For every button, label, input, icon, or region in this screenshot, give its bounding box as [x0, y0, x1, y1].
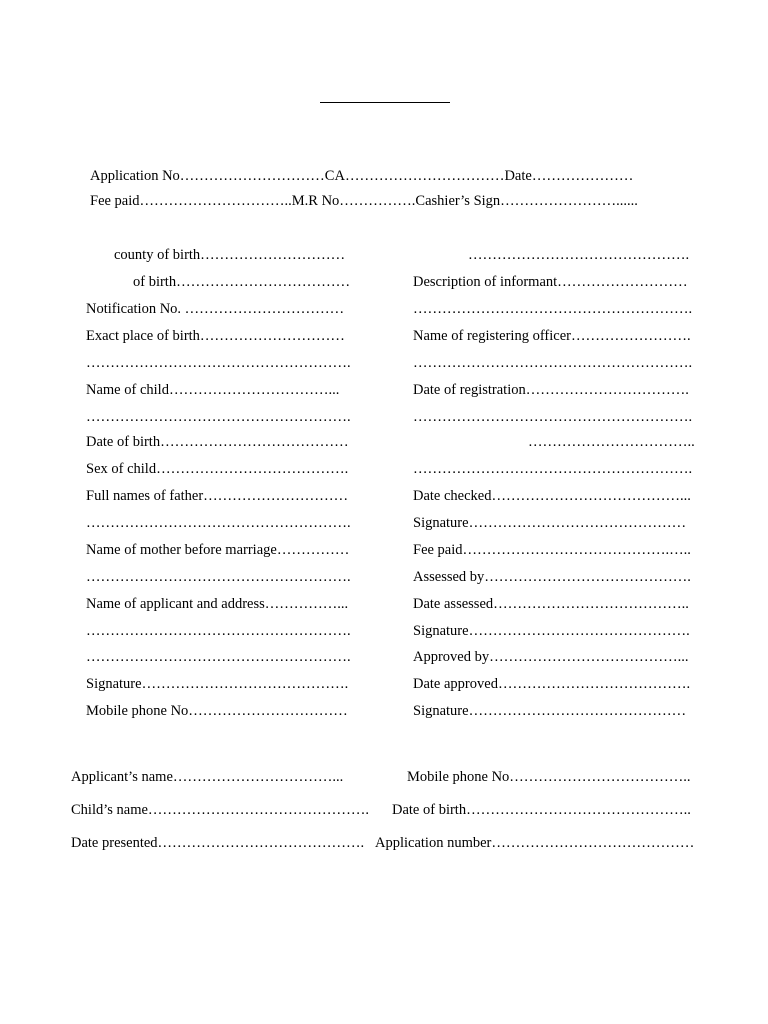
fee-paid-field: Fee paid…………………………………….…..	[413, 542, 691, 558]
full-names-of-father-field: Full names of father…………………………	[86, 488, 349, 504]
date-assessed-field: Date assessed…………………………………..	[413, 596, 689, 612]
left-blank-line: ……………………………………………….	[86, 623, 351, 639]
date-of-registration-field: Date of registration…………………………….	[413, 382, 689, 398]
left-blank-line: ……………………………………………….	[86, 409, 351, 425]
name-of-mother-field: Name of mother before marriage……………	[86, 542, 350, 558]
left-blank-line: ……………………………………………….	[86, 569, 351, 585]
left-blank-line: ……………………………………………….	[86, 355, 351, 371]
left-blank-line: ……………………………………………….	[86, 649, 351, 665]
name-of-applicant-field: Name of applicant and address……………...	[86, 596, 349, 612]
header-application-row: Application No…………………………CA……………………………Date…………………	[90, 168, 634, 184]
applicants-name-field: Applicant’s name……………………………...	[71, 769, 344, 785]
name-of-registering-officer-field: Name of registering officer…………………….	[413, 328, 691, 344]
county-of-birth-field: county of birth…………………………	[114, 247, 346, 263]
sex-of-child-field: Sex of child………………………………….	[86, 461, 349, 477]
signature-field: Signature………………………………………	[413, 515, 687, 531]
signature-field: Signature……………………………………….	[413, 623, 690, 639]
right-blank-line: ………………………………………………….	[413, 409, 693, 425]
signature-field: Signature………………………………………	[413, 703, 687, 719]
title-underline	[320, 102, 450, 103]
footer-mobile-phone-field: Mobile phone No………………………………..	[407, 769, 691, 785]
date-approved-field: Date approved………………………………….	[413, 676, 691, 692]
approved-by-field: Approved by…………………………………...	[413, 649, 689, 665]
left-blank-line: ……………………………………………….	[86, 515, 351, 531]
exact-place-of-birth-field: Exact place of birth…………………………	[86, 328, 345, 344]
right-blank-line: ………………………………………………….	[413, 461, 693, 477]
right-blank-line: ……………………………..	[528, 434, 695, 450]
application-number-field: Application number……………………………………	[375, 835, 695, 851]
description-of-informant-field: Description of informant………………………	[413, 274, 688, 290]
date-presented-field: Date presented…………………………………….	[71, 835, 365, 851]
assessed-by-field: Assessed by…………………………………….	[413, 569, 691, 585]
date-of-birth-field: Date of birth…………………………………	[86, 434, 349, 450]
right-blank-line: ………………………………………………….	[413, 301, 693, 317]
right-blank-line: ………………………………………………….	[413, 355, 693, 371]
header-fee-row: Fee paid…………………………..M.R No…………….Cashier’s Sign……………………......	[90, 193, 638, 209]
childs-name-field: Child’s name……………………………………….	[71, 802, 370, 818]
notification-no-field: Notification No. ……………………………	[86, 301, 345, 317]
name-of-child-field: Name of child……………………………...	[86, 382, 340, 398]
signature-field: Signature…………………………………….	[86, 676, 349, 692]
date-checked-field: Date checked…………………………………...	[413, 488, 691, 504]
mobile-phone-field: Mobile phone No……………………………	[86, 703, 348, 719]
footer-date-of-birth-field: Date of birth………………………………………..	[392, 802, 691, 818]
of-birth-field: of birth………………………………	[133, 274, 351, 290]
right-blank-line: ……………………………………….	[468, 247, 690, 263]
